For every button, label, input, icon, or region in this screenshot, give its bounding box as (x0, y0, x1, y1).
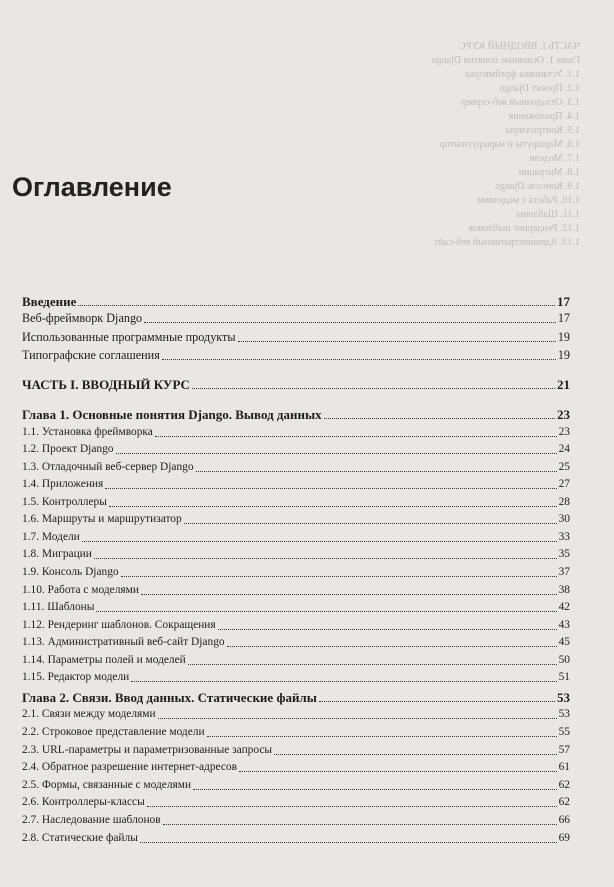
bleed-line: 1.6. Маршруты и маршрутизатор (439, 139, 580, 150)
bleed-line: Глава 1. Основные понятия Django (431, 55, 580, 66)
bleed-line: 1.13. Административный веб-сайт (434, 237, 580, 248)
dot-leader (319, 701, 555, 702)
toc-entry-title: 1.7. Модели (22, 531, 80, 543)
toc-entry-title: 1.8. Миграции (22, 548, 92, 560)
toc-entry (22, 376, 570, 393)
dot-leader (218, 629, 557, 630)
dot-leader (147, 806, 557, 807)
bleed-line: 1.11. Шаблоны (516, 209, 580, 220)
dot-leader (188, 664, 557, 665)
toc-entry-title: 1.15. Редактор модели (22, 671, 130, 683)
dot-leader (116, 453, 557, 454)
toc-entry-page: 51 (558, 671, 570, 683)
toc-entry-page: 19 (557, 330, 570, 344)
dot-leader (238, 341, 556, 342)
dot-leader (158, 718, 557, 719)
toc-entry-title: 2.1. Связи между моделями (22, 708, 156, 720)
toc-entry-page: 53 (558, 708, 570, 720)
toc-entry-title: 1.5. Контроллеры (22, 496, 107, 508)
toc-entry-title: 2.3. URL-параметры и параметризованные запросы (22, 744, 273, 756)
toc-entry (22, 777, 570, 794)
dot-leader (94, 558, 557, 559)
toc-entry-title: Глава 1. Основные понятия Django. Вывод данных (22, 407, 322, 422)
bleed-line: 1.1. Установка фреймворка (465, 69, 580, 80)
dot-leader (82, 541, 557, 542)
toc-entry-page: 61 (558, 761, 570, 773)
toc-entry (22, 511, 570, 528)
toc-entry-page: 42 (558, 601, 570, 613)
toc-entry-title: 1.12. Рендеринг шаблонов. Сокращения (22, 619, 216, 631)
dot-leader (192, 388, 555, 389)
toc-entry (22, 634, 570, 651)
toc-entry-title: 1.9. Консоль Django (22, 566, 119, 578)
toc-entry-page: 69 (558, 832, 570, 844)
page-title: Оглавление (12, 172, 172, 202)
toc-entry (22, 347, 570, 364)
toc-entry (22, 476, 570, 493)
dot-leader (184, 523, 557, 524)
toc-entry-page: 23 (557, 407, 570, 422)
toc-entry-page: 28 (558, 496, 570, 508)
toc-entry (22, 546, 570, 563)
dot-leader (121, 576, 557, 577)
toc-entry-title: 1.1. Установка фреймворка (22, 426, 153, 438)
dot-leader (207, 736, 557, 737)
dot-leader (163, 824, 557, 825)
dot-leader (78, 305, 555, 306)
toc-entry (22, 689, 570, 706)
dot-leader (131, 681, 556, 682)
toc-entry (22, 582, 570, 599)
dot-leader (274, 754, 557, 755)
toc-entry (22, 293, 570, 310)
toc-entry-title: Типографские соглашения (22, 348, 160, 362)
toc-entry-page: 57 (558, 744, 570, 756)
dot-leader (105, 488, 556, 489)
toc-entry-title: 2.5. Формы, связанные с моделями (22, 779, 192, 791)
toc-entry (22, 669, 570, 686)
dot-leader (140, 842, 557, 843)
toc-entry-title: 2.4. Обратное разрешение интернет-адресов (22, 761, 238, 773)
toc-entry-page: 66 (558, 814, 570, 826)
toc-entry-title: 1.13. Административный веб-сайт Django (22, 636, 225, 648)
toc-entry-page: 25 (558, 461, 570, 473)
toc-entry (22, 724, 570, 741)
toc-entry-page: 30 (558, 513, 570, 525)
toc-entry (22, 424, 570, 441)
toc-entry (22, 459, 570, 476)
dot-leader (193, 789, 557, 790)
toc-entry (22, 652, 570, 669)
dot-leader (141, 594, 557, 595)
toc-entry (22, 759, 570, 776)
toc-entry-page: 55 (558, 726, 570, 738)
dot-leader (227, 646, 557, 647)
dot-leader (196, 471, 557, 472)
toc-entry-page: 24 (558, 443, 570, 455)
toc-entry-title: ЧАСТЬ I. ВВОДНЫЙ КУРС (22, 377, 190, 392)
dot-leader (96, 611, 556, 612)
toc-entry-title: 2.7. Наследование шаблонов (22, 814, 161, 826)
bleed-line: 1.7. Модели (529, 153, 580, 164)
toc-entry-page: 19 (557, 348, 570, 362)
bleed-line: 1.10. Работа с моделями (477, 195, 580, 206)
toc-entry-page: 17 (557, 294, 570, 309)
toc-entry (22, 441, 570, 458)
toc-entry (22, 564, 570, 581)
toc-entry-title: Глава 2. Связи. Ввод данных. Статические файлы (22, 690, 317, 705)
toc-entry-title: 1.3. Отладочный веб-сервер Django (22, 461, 194, 473)
bleed-line: 1.3. Отладочный веб-сервер (461, 97, 580, 108)
toc-entry-page: 37 (558, 566, 570, 578)
bleed-line: 1.4. Приложения (508, 111, 580, 122)
toc-entry-title: 1.14. Параметры полей и моделей (22, 654, 186, 666)
toc-entry-page: 45 (558, 636, 570, 648)
toc-entry (22, 310, 570, 327)
dot-leader (109, 506, 557, 507)
toc-entry-page: 27 (558, 478, 570, 490)
bleed-line: 1.2. Проект Django (499, 83, 580, 94)
dot-leader (162, 359, 556, 360)
toc-entry (22, 830, 570, 847)
dot-leader (155, 436, 557, 437)
toc-entry (22, 812, 570, 829)
toc-entry-page: 21 (557, 377, 570, 392)
toc-entry-page: 62 (558, 796, 570, 808)
toc-entry-title: Введение (22, 294, 77, 309)
toc-entry-title: 1.4. Приложения (22, 478, 104, 490)
toc-entry (22, 529, 570, 546)
toc-entry (22, 599, 570, 616)
bleed-line: 1.8. Миграции (518, 167, 580, 178)
toc-entry-title: 1.10. Работа с моделями (22, 584, 139, 596)
toc-entry (22, 406, 570, 423)
toc-entry-page: 43 (558, 619, 570, 631)
bleed-through-text (250, 40, 580, 290)
bleed-line: 1.9. Консоль Django (495, 181, 580, 192)
toc-entry-page: 62 (558, 779, 570, 791)
toc-entry-title: 2.8. Статические файлы (22, 832, 138, 844)
toc-entry (22, 742, 570, 759)
bleed-line: 1.5. Контроллеры (505, 125, 580, 136)
toc-entry-title: 2.6. Контроллеры-классы (22, 796, 145, 808)
toc-entry-title: 1.11. Шаблоны (22, 601, 95, 613)
toc-entry-title: 2.2. Строковое представление модели (22, 726, 205, 738)
dot-leader (144, 322, 556, 323)
toc-entry (22, 617, 570, 634)
toc-entry-page: 50 (558, 654, 570, 666)
toc-entry (22, 329, 570, 346)
toc-entry-title: 1.2. Проект Django (22, 443, 114, 455)
toc-entry (22, 706, 570, 723)
bleed-line: 1.12. Рендеринг шаблонов (468, 223, 580, 234)
toc-entry-page: 35 (558, 548, 570, 560)
toc-entry-page: 33 (558, 531, 570, 543)
toc-entry-title: Веб-фреймворк Django (22, 311, 143, 325)
toc-entry-page: 53 (557, 690, 570, 705)
toc-entry (22, 794, 570, 811)
toc-entry-page: 38 (558, 584, 570, 596)
toc-entry-title: 1.6. Маршруты и маршрутизатор (22, 513, 182, 525)
toc-entry (22, 494, 570, 511)
dot-leader (324, 418, 555, 419)
toc-entry-page: 17 (557, 311, 570, 325)
bleed-line: ЧАСТЬ I. ВВОДНЫЙ КУРС (458, 41, 580, 52)
toc-entry-page: 23 (558, 426, 570, 438)
dot-leader (239, 771, 557, 772)
toc-entry-title: Использованные программные продукты (22, 330, 236, 344)
